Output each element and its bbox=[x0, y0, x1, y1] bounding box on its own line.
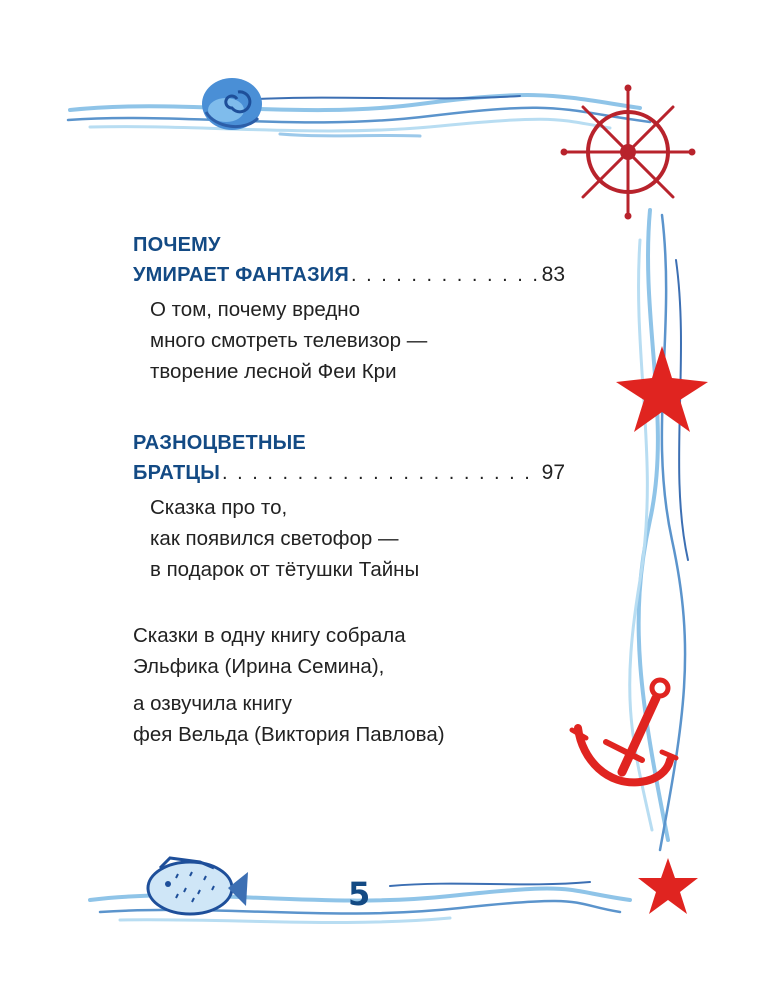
dot-leader bbox=[222, 458, 539, 488]
seashell-icon bbox=[202, 78, 262, 130]
credits-line: Эльфика (Ирина Семина), bbox=[133, 655, 385, 678]
credits-line: фея Вельда (Виктория Павлова) bbox=[133, 723, 445, 746]
anchor-icon bbox=[572, 680, 676, 782]
toc-entry-title: УМИРАЕТ ФАНТАЗИЯ bbox=[133, 264, 349, 286]
toc-page-number: 97 bbox=[541, 461, 565, 484]
toc-entry-description bbox=[150, 492, 565, 585]
toc-entry-title: ПОЧЕМУ bbox=[133, 234, 221, 256]
page-number: 5 bbox=[348, 875, 371, 913]
toc-entry bbox=[133, 428, 565, 585]
fish-icon bbox=[148, 858, 248, 914]
description-line: О том, почему вредно bbox=[150, 298, 361, 321]
toc-entry-title: РАЗНОЦВЕТНЫЕ bbox=[133, 432, 306, 454]
ship-wheel-icon bbox=[561, 85, 695, 219]
toc-page-number: 83 bbox=[541, 263, 565, 286]
starfish-icon bbox=[638, 858, 698, 914]
toc-entry-row bbox=[133, 260, 565, 290]
description-line: творение лесной Феи Кри bbox=[150, 360, 397, 383]
book-credits bbox=[133, 620, 445, 750]
toc-entry-row bbox=[133, 458, 565, 488]
description-line: много смотреть телевизор — bbox=[150, 329, 428, 352]
top-wave-border bbox=[68, 95, 650, 136]
toc-entry bbox=[133, 230, 565, 387]
toc-entry-description bbox=[150, 294, 565, 387]
right-wave-border bbox=[630, 210, 688, 850]
description-line: Сказка про то, bbox=[150, 496, 288, 519]
credits-line: Сказки в одну книгу собрала bbox=[133, 624, 406, 647]
toc-entry-title: БРАТЦЫ bbox=[133, 462, 221, 484]
description-line: в подарок от тётушки Тайны bbox=[150, 558, 420, 581]
dot-leader bbox=[351, 260, 539, 290]
credits-line: а озвучила книгу bbox=[133, 692, 293, 715]
description-line: как появился светофор — bbox=[150, 527, 399, 550]
